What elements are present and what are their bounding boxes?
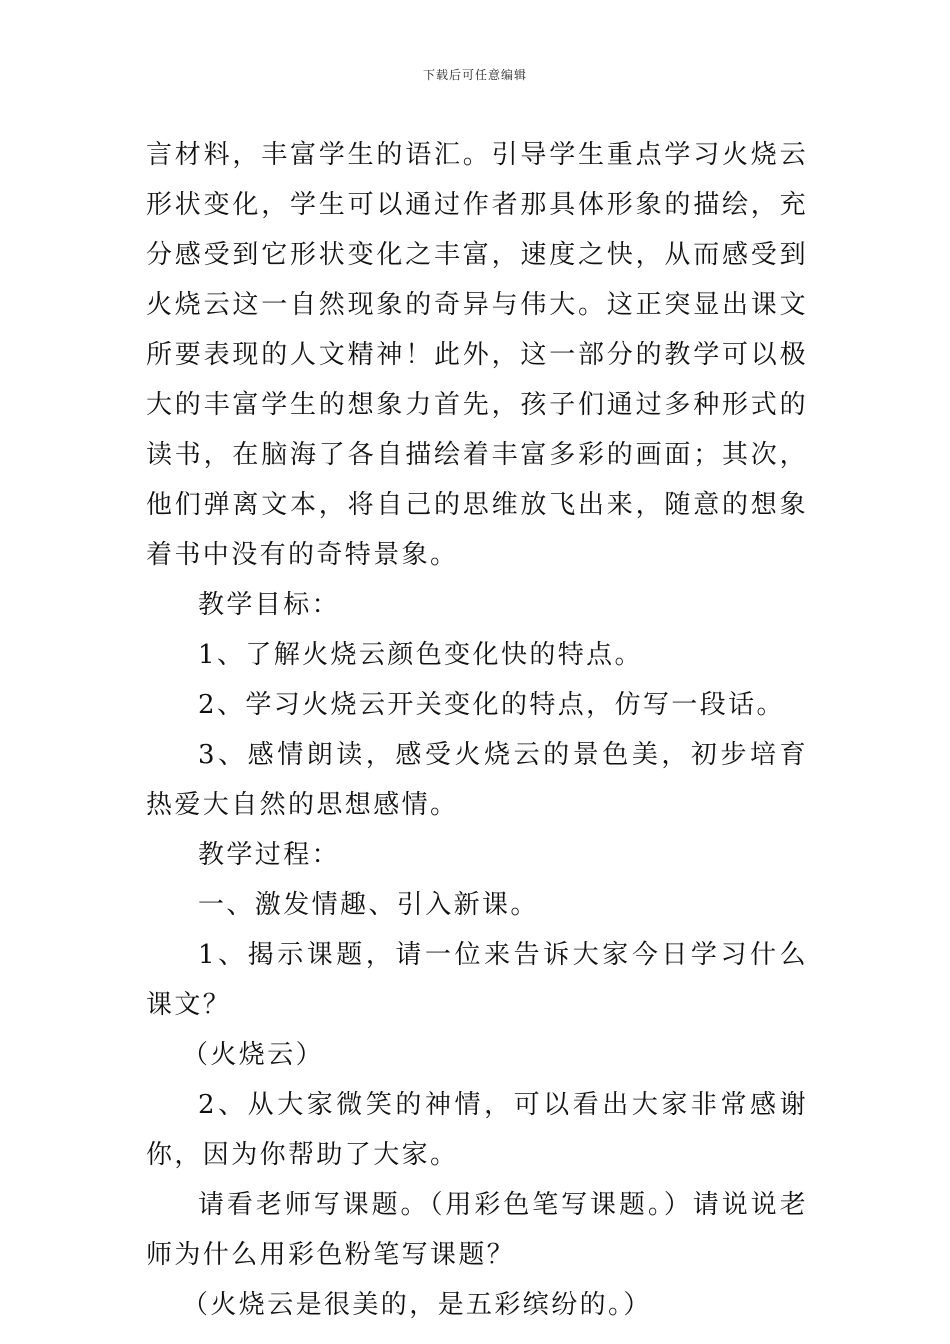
step-item-2: 2、从大家微笑的神情，可以看出大家非常感谢你，因为你帮助了大家。 [146,1090,808,1170]
step-item-1-answer: （火烧云） [182,1040,325,1070]
page-header: 下载后可任意编辑 [422,68,527,82]
step-item-3: 请看老师写课题。（用彩色笔写课题。）请说说老师为什么用彩色粉笔写课题？ [146,1190,808,1270]
document-body [146,130,808,1330]
process-heading: 教学过程： [198,840,341,870]
goal-item-2: 2、学习火烧云开关变化的特点，仿写一段话。 [198,690,785,720]
paragraph-intro: 言材料，丰富学生的语汇。引导学生重点学习火烧云形状变化，学生可以通过作者那具体形象的描绘，充分感受到它形状变化之丰富，速度之快，从而感受到火烧云这一自然现象的奇异与伟大。这正突显出课文所要表现的人文精神！此外，这一部分的教学可以极大的丰富学生的想象力首先，孩子们通过多种形式的读书，在脑海了各自描绘着丰富多彩的画面；其次，他们弹离文本，将自己的思维放飞出来，随意的想象着书中没有的奇特景象。 [146,140,808,570]
step-item-1: 1、揭示课题，请一位来告诉大家今日学习什么课文？ [146,940,808,1020]
goal-item-1: 1、了解火烧云颜色变化快的特点。 [198,640,643,670]
step-heading: 一、激发情趣、引入新课。 [198,890,539,920]
goal-item-3: 3、感情朗读，感受火烧云的景色美，初步培育热爱大自然的思想感情。 [146,740,808,820]
goals-heading: 教学目标： [198,590,341,620]
step-item-3-answer: （火烧云是很美的，是五彩缤纷的。） [182,1290,652,1320]
